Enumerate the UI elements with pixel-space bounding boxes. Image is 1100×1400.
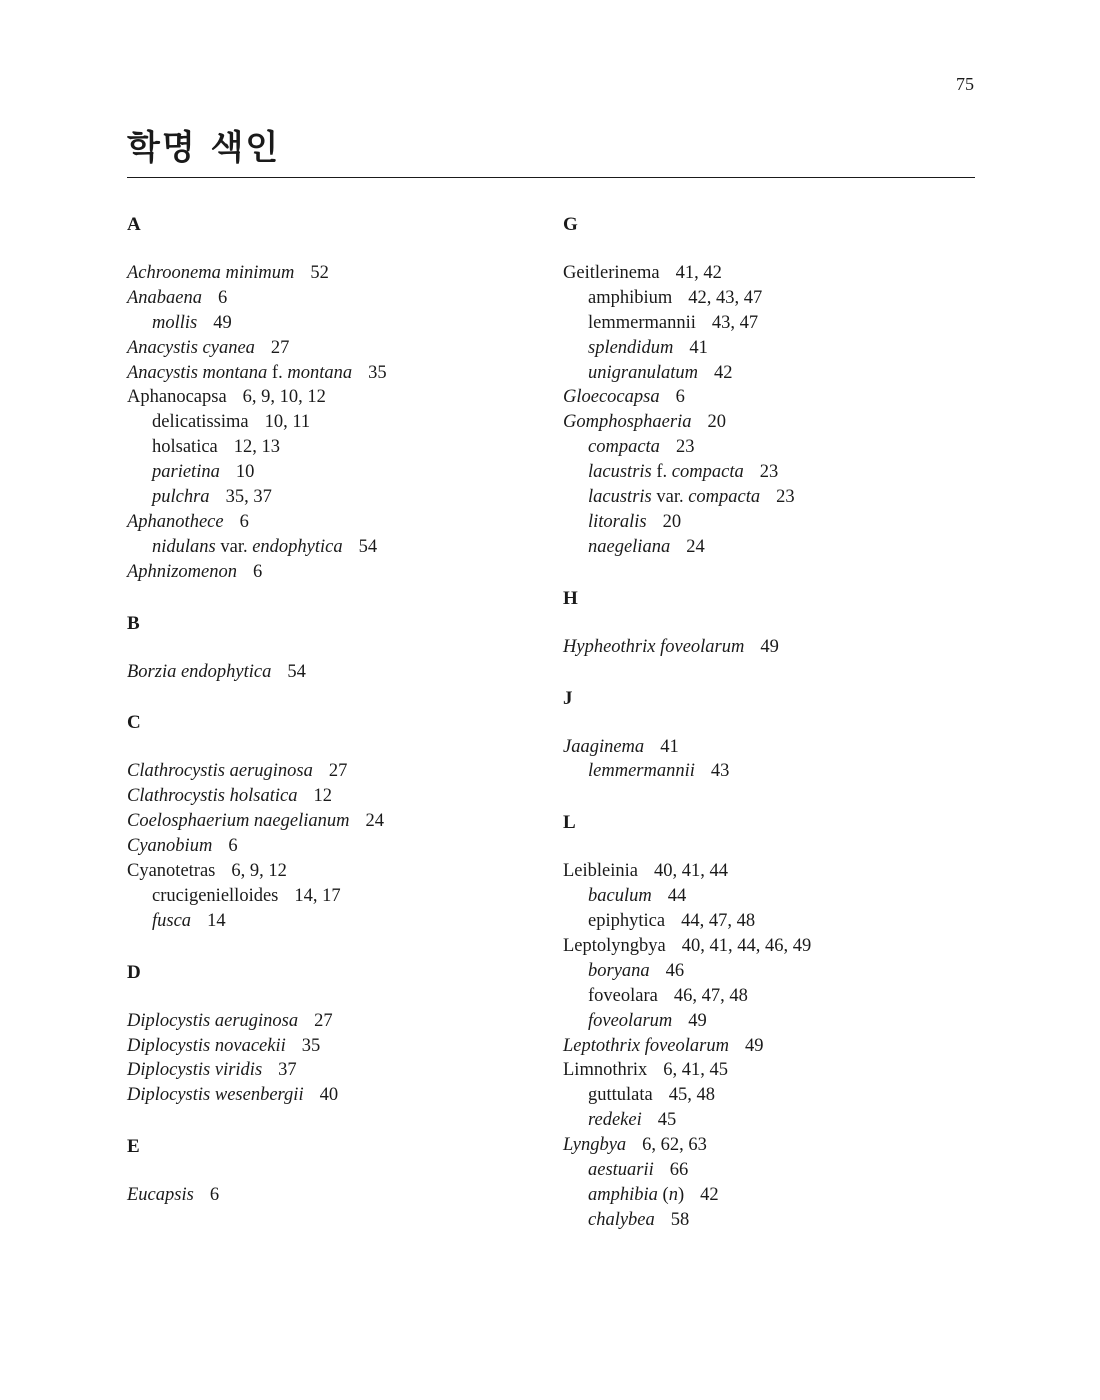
index-entry [127,286,547,311]
entry-term: lemmermannii [588,761,695,782]
index-column-left [127,211,547,1208]
index-entry [563,635,983,660]
entry-term: Eucapsis [127,1185,194,1206]
index-subentry [563,361,983,386]
entry-pages: 46 [665,960,685,981]
entry-term: delicatissima [152,412,249,433]
entry-term: var. [651,487,689,508]
entry-term: baculum [588,886,652,907]
entry-pages: 24 [686,536,705,557]
index-section-j [563,685,983,785]
entry-term: montana [287,362,353,383]
entry-term: epiphytica [588,911,666,932]
index-subentry [563,435,983,460]
entry-pages: 52 [310,263,329,283]
index-section-e [127,1133,547,1208]
entry-term: amphibia [588,1184,658,1205]
entry-term: splendidum [588,337,674,358]
entry-term: litoralis [588,511,647,532]
index-entry [127,1183,547,1208]
index-subentry [563,1183,983,1208]
entry-term: Aphnizomenon [127,561,237,582]
entry-term: Diplocystis wesenbergii [127,1085,304,1106]
index-subentry [563,909,983,934]
entry-term: ( [657,1184,669,1205]
entry-pages: 20 [707,412,726,433]
index-entry [127,834,547,859]
index-subentry [127,535,547,560]
entry-pages: 12 [313,786,332,807]
entry-pages: 49 [213,312,232,333]
section-letter: C [127,712,141,734]
index-entry [563,261,983,286]
entry-pages: 41, 42 [675,263,722,283]
entry-pages: 45, 48 [668,1085,715,1106]
section-letter: H [563,587,578,609]
entry-pages: 6, 62, 63 [642,1135,707,1156]
entry-term: Leptolyngbya [563,936,666,957]
index-subentry [563,336,983,361]
section-letter: G [563,214,578,235]
entry-pages: 35, 37 [225,487,272,508]
entry-term: Aphanothece [127,511,224,532]
entry-pages: 6, 9, 10, 12 [242,387,326,408]
index-entry [127,859,547,884]
entry-pages: 54 [358,536,378,557]
entry-pages: 43, 47 [711,312,759,333]
index-subentry [127,410,547,435]
entry-term: fusca [152,910,192,931]
index-entry [127,261,547,286]
entry-term: parietina [152,462,220,483]
index-subentry [563,1158,983,1183]
entry-term: compacta [588,437,660,458]
index-subentry [563,286,983,311]
index-entry [127,1009,547,1034]
index-subentry [563,884,983,909]
entry-pages: 10, 11 [264,412,311,433]
entry-term: amphibium [588,287,673,308]
index-subentry [563,485,983,510]
entry-pages: 35 [301,1035,321,1056]
entry-pages: 35 [368,362,387,383]
index-subentry [127,311,547,336]
entry-pages: 14, 17 [294,885,341,906]
index-entry [127,1058,547,1083]
index-entry [127,361,547,386]
entry-pages: 40, 41, 44, 46, 49 [681,936,812,957]
index-subentry [127,909,547,934]
entry-term: guttulata [588,1085,653,1106]
index-subentry [563,1009,983,1034]
entry-term: Jaaginema [563,736,645,757]
index-subentry [127,435,547,460]
index-entry [127,809,547,834]
section-letter: J [563,687,573,709]
index-section-b [127,610,547,685]
entry-pages: 27 [314,1010,333,1031]
entry-term: lacustris [588,462,652,483]
index-entry [127,660,547,685]
index-entry [563,385,983,410]
entry-pages: 41 [689,337,708,358]
index-entry [127,385,547,410]
index-entry [127,560,547,585]
index-entry [127,336,547,361]
index-subentry [127,460,547,485]
entry-pages: 23 [675,437,695,458]
entry-term: f. [267,362,288,383]
entry-term: f. [651,462,672,483]
entry-pages: 42, 43, 47 [688,287,763,308]
entry-term: Geitlerinema [563,263,660,283]
entry-pages: 41 [660,736,679,757]
index-entry [563,1133,983,1158]
entry-pages: 66 [669,1160,689,1181]
entry-term: Gomphosphaeria [563,412,692,433]
page-title: 학명 색인 [127,128,281,168]
page-number: 75 [956,74,974,94]
entry-pages: 6 [675,387,685,408]
entry-term: n [668,1184,678,1205]
entry-term: Leibleinia [563,861,638,882]
index-section-h [563,585,983,660]
section-letter: A [127,214,141,235]
entry-pages: 23 [759,462,779,483]
entry-pages: 45 [657,1110,677,1131]
entry-term: foveolarum [588,1010,673,1031]
entry-pages: 54 [287,661,306,682]
entry-pages: 37 [278,1060,297,1081]
entry-pages: 23 [776,487,795,508]
entry-pages: 27 [270,337,290,358]
section-letter: E [127,1136,140,1158]
index-column-right [563,211,983,1233]
index-entry [127,1034,547,1059]
section-letter: B [127,612,140,634]
index-subentry [563,535,983,560]
entry-term: mollis [152,312,198,333]
entry-pages: 46, 47, 48 [673,985,748,1006]
entry-pages: 43 [710,761,730,782]
entry-term: Gloecocapsa [563,387,660,408]
index-subentry [127,884,547,909]
entry-term: Coelosphaerium naegelianum [127,811,350,832]
index-subentry [127,485,547,510]
entry-term: Cyanotetras [127,861,216,882]
index-entry [563,735,983,760]
entry-term: Borzia endophytica [127,661,272,682]
entry-term: crucigenielloides [152,885,279,906]
entry-term: lemmermannii [588,312,696,333]
entry-term: Cyanobium [127,836,213,857]
title-rule [127,177,975,178]
entry-term: Diplocystis viridis [127,1060,263,1081]
entry-term: Hypheothrix foveolarum [563,636,745,657]
index-section-l [563,809,983,1232]
entry-term: compacta [688,487,761,508]
entry-pages: 20 [662,511,682,532]
index-subentry [563,959,983,984]
entry-pages: 14 [207,910,226,931]
index-entry [563,859,983,884]
entry-term: endophytica [252,536,343,557]
index-entry [563,1058,983,1083]
index-subentry [563,460,983,485]
entry-term: Anacystis cyanea [127,337,255,358]
index-subentry [563,759,983,784]
entry-term: unigranulatum [588,362,698,383]
index-section-d [127,959,547,1109]
entry-pages: 40, 41, 44 [654,861,728,882]
entry-term: Anacystis montana [127,362,268,383]
entry-term: Leptothrix foveolarum [563,1035,729,1056]
entry-pages: 6 [209,1185,220,1206]
entry-term: nidulans [152,536,216,557]
entry-term: Anabaena [127,287,203,308]
entry-term: ) [677,1184,685,1205]
entry-pages: 6 [239,511,249,532]
entry-pages: 27 [328,761,348,782]
entry-term: Clathrocystis holsatica [127,786,298,807]
index-entry [563,410,983,435]
index-subentry [563,1108,983,1133]
index-entry [563,1034,983,1059]
entry-pages: 6, 9, 12 [231,861,287,882]
entry-term: Aphanocapsa [127,387,227,408]
entry-term: holsatica [152,437,218,458]
index-subentry [563,1083,983,1108]
section-letter: D [127,961,141,983]
entry-term: Clathrocystis aeruginosa [127,761,313,782]
entry-term: Achroonema minimum [127,263,295,283]
index-section-g [563,211,983,560]
entry-term: naegeliana [588,536,671,557]
entry-pages: 49 [688,1010,707,1031]
entry-pages: 6 [218,287,228,308]
entry-pages: 58 [670,1209,690,1230]
entry-term: aestuarii [588,1160,654,1181]
entry-term: foveolara [588,985,658,1006]
entry-term: boryana [588,960,650,981]
entry-pages: 42 [700,1184,719,1205]
entry-term: Lyngbya [563,1135,627,1156]
entry-term: compacta [671,462,744,483]
index-section-c [127,709,547,933]
entry-pages: 12, 13 [233,437,281,458]
entry-term: redekei [588,1110,642,1131]
index-subentry [563,510,983,535]
entry-pages: 6 [228,836,238,857]
entry-pages: 40 [319,1085,339,1106]
entry-pages: 49 [744,1035,764,1056]
index-section-a [127,211,547,585]
index-entry [127,510,547,535]
entry-term: pulchra [152,487,210,508]
index-entry [127,1083,547,1108]
index-subentry [563,984,983,1009]
index-entry [127,759,547,784]
entry-term: Limnothrix [563,1060,648,1081]
entry-pages: 24 [365,811,384,832]
section-letter: L [563,812,576,834]
entry-pages: 44, 47, 48 [681,911,756,932]
entry-term: Diplocystis aeruginosa [127,1010,299,1031]
entry-pages: 44 [667,886,687,907]
entry-pages: 6, 41, 45 [663,1060,729,1081]
entry-pages: 49 [760,636,779,657]
index-entry [563,934,983,959]
entry-term: lacustris [588,487,652,508]
index-entry [127,784,547,809]
entry-term: Diplocystis novacekii [127,1035,286,1056]
entry-pages: 6 [252,561,263,582]
index-subentry [563,1208,983,1233]
entry-term: chalybea [588,1209,655,1230]
entry-pages: 10 [235,462,255,483]
entry-term: var. [215,536,253,557]
entry-pages: 42 [713,362,733,383]
index-subentry [563,311,983,336]
